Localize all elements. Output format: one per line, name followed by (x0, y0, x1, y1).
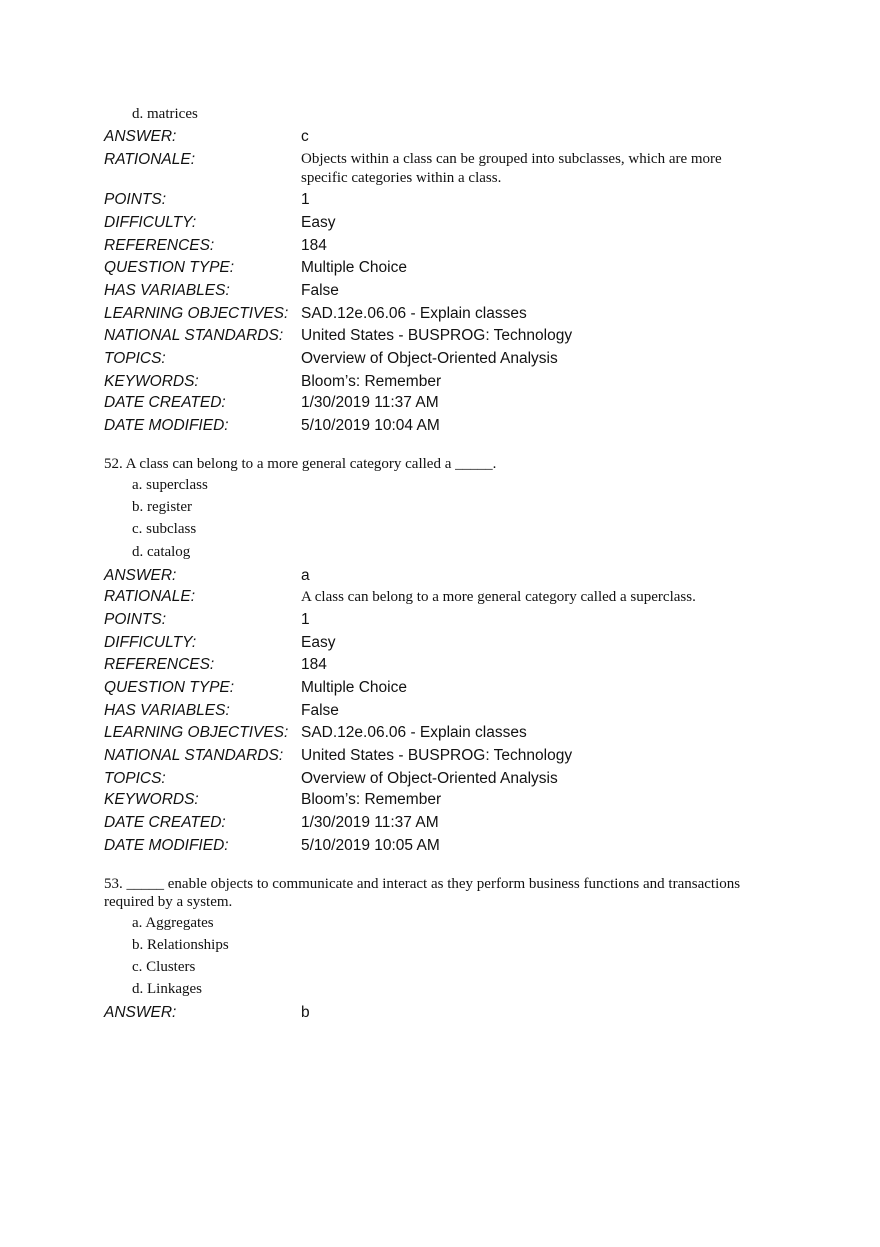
q52-date-modified-value: 5/10/2019 10:05 AM (301, 837, 440, 854)
rationale-line-2: specific categories within a class. (301, 170, 502, 186)
has-variables-value: False (301, 282, 339, 299)
national-standards-label: NATIONAL STANDARDS: (104, 327, 284, 344)
q52-question-type-value: Multiple Choice (301, 679, 407, 696)
rationale-label: RATIONALE: (104, 151, 196, 168)
q52-topics-value: Overview of Object-Oriented Analysis (301, 770, 558, 787)
q52-points-value: 1 (301, 611, 310, 628)
q53-option-b: b. Relationships (132, 937, 229, 953)
question-53-line-2: required by a system. (104, 894, 233, 910)
answer-value: c (301, 128, 309, 145)
topics-label: TOPICS: (104, 350, 166, 367)
references-label: REFERENCES: (104, 237, 215, 254)
q53-answer-label: ANSWER: (104, 1004, 177, 1021)
answer-label: ANSWER: (104, 128, 177, 145)
question-53-line-1: 53. _____ enable objects to communicate and interact as they perform business functions and transactions (104, 876, 741, 892)
q52-national-standards-value: United States - BUSPROG: Technology (301, 747, 573, 764)
date-created-label: DATE CREATED: (104, 394, 226, 411)
q52-question-type-label: QUESTION TYPE: (104, 679, 235, 696)
q52-has-variables-label: HAS VARIABLES: (104, 702, 230, 719)
q52-difficulty-value: Easy (301, 634, 336, 651)
q53-option-a: a. Aggregates (132, 915, 214, 931)
national-standards-value: United States - BUSPROG: Technology (301, 327, 573, 344)
references-value: 184 (301, 237, 327, 254)
points-label: POINTS: (104, 191, 167, 208)
q53-option-d: d. Linkages (132, 981, 202, 997)
q52-topics-label: TOPICS: (104, 770, 166, 787)
q52-date-created-label: DATE CREATED: (104, 814, 226, 831)
q52-keywords-label: KEYWORDS: (104, 791, 199, 808)
q52-rationale-label: RATIONALE: (104, 588, 196, 605)
q52-difficulty-label: DIFFICULTY: (104, 634, 197, 651)
question-type-value: Multiple Choice (301, 259, 407, 276)
q52-learning-objectives-value: SAD.12e.06.06 - Explain classes (301, 724, 527, 741)
q52-has-variables-value: False (301, 702, 339, 719)
option-d: d. matrices (132, 106, 198, 122)
keywords-value: Bloom’s: Remember (301, 373, 442, 390)
topics-value: Overview of Object-Oriented Analysis (301, 350, 558, 367)
q52-learning-objectives-label: LEARNING OBJECTIVES: (104, 724, 289, 741)
q53-option-c: c. Clusters (132, 959, 196, 975)
keywords-label: KEYWORDS: (104, 373, 199, 390)
learning-objectives-value: SAD.12e.06.06 - Explain classes (301, 305, 527, 322)
q52-answer-value: a (301, 567, 310, 584)
q52-answer-label: ANSWER: (104, 567, 177, 584)
question-52-text: 52. A class can belong to a more general category called a _____. (104, 456, 497, 472)
difficulty-label: DIFFICULTY: (104, 214, 197, 231)
q52-date-modified-label: DATE MODIFIED: (104, 837, 229, 854)
q52-option-d: d. catalog (132, 544, 191, 560)
q53-answer-value: b (301, 1004, 310, 1021)
difficulty-value: Easy (301, 214, 336, 231)
has-variables-label: HAS VARIABLES: (104, 282, 230, 299)
rationale-line-1: Objects within a class can be grouped into subclasses, which are more (301, 151, 722, 167)
date-created-value: 1/30/2019 11:37 AM (301, 394, 439, 411)
q52-national-standards-label: NATIONAL STANDARDS: (104, 747, 284, 764)
q52-date-created-value: 1/30/2019 11:37 AM (301, 814, 439, 831)
points-value: 1 (301, 191, 310, 208)
q52-option-b: b. register (132, 499, 192, 515)
q52-option-a: a. superclass (132, 477, 208, 493)
q52-keywords-value: Bloom’s: Remember (301, 791, 442, 808)
q52-rationale-value: A class can belong to a more general category called a superclass. (301, 589, 696, 605)
q52-references-value: 184 (301, 656, 327, 673)
learning-objectives-label: LEARNING OBJECTIVES: (104, 305, 289, 322)
q52-references-label: REFERENCES: (104, 656, 215, 673)
date-modified-value: 5/10/2019 10:04 AM (301, 417, 440, 434)
q52-points-label: POINTS: (104, 611, 167, 628)
q52-option-c: c. subclass (132, 521, 197, 537)
date-modified-label: DATE MODIFIED: (104, 417, 229, 434)
question-type-label: QUESTION TYPE: (104, 259, 235, 276)
